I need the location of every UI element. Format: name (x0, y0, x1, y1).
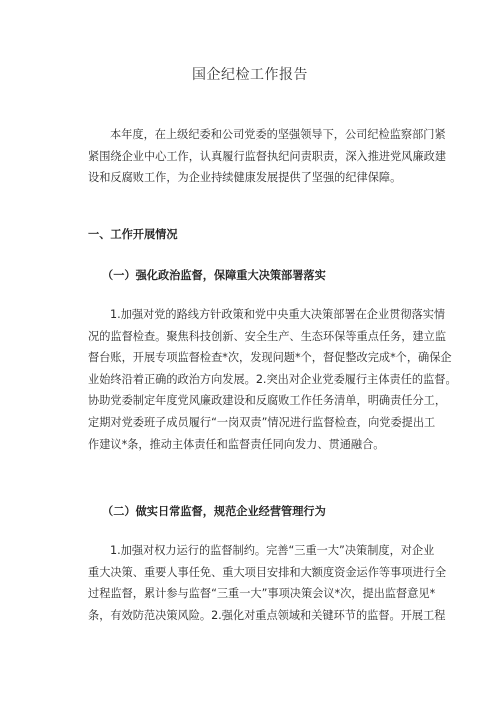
body-line: 协助党委制定年度党风廉政建设和反腐败工作任务清单，明确责任分工， (88, 394, 447, 408)
subsection-heading: （二）做实日常监督，规范企业经营管理行为 (102, 505, 326, 518)
subsection-1-paragraph (88, 304, 457, 455)
intro-paragraph (88, 124, 447, 189)
body-line: 定期对党委班子成员履行“一岗双责”情况进行监督检查，向党委提出工 (88, 415, 436, 429)
body-line: 条，有效防范决策风险。2.强化对重点领域和关键环节的监督。开展工程 (88, 608, 446, 622)
body-line: 督台账，开展专项监督检查*次，发现问题*个，督促整改完成*个，确保企 (88, 351, 452, 365)
body-line: 1.加强对权力运行的监督制约。完善“三重一大”决策制度，对企业 (110, 544, 435, 557)
body-line: 作建议*条，推动主体责任和监督责任同向发力、贯通融合。 (88, 437, 385, 451)
body-line: 况的监督检查。聚焦科技创新、安全生产、生态环保等重点任务，建立监 (88, 329, 447, 343)
section-heading: 一、工作开展情况 (88, 228, 178, 241)
subsection-heading: （一）强化政治监督，保障重大决策部署落实 (102, 269, 326, 282)
document-title: 国企纪检工作报告 (192, 67, 308, 83)
subsection-2-paragraph (88, 540, 447, 626)
intro-line: 本年度，在上级纪委和公司党委的坚强领导下，公司纪检监察部门紧 (110, 128, 446, 141)
body-line: 重大决策、重要人事任免、重大项目安排和大额度资金运作等事项进行全 (88, 565, 447, 579)
body-line: 业始终沿着正确的政治方向发展。2.突出对企业党委履行主体责任的监督。 (88, 372, 457, 386)
intro-line: 设和反腐败工作，为企业持续健康发展提供了坚强的纪律保障。 (88, 171, 402, 185)
body-line: 1.加强对党的路线方针政策和党中央重大决策部署在企业贯彻落实情 (110, 308, 446, 321)
intro-line: 紧围绕企业中心工作，认真履行监督执纪问责职责，深入推进党风廉政建 (88, 149, 447, 163)
body-line: 过程监督，累计参与监督“三重一大”事项决策会议*次，提出监督意见* (88, 587, 436, 601)
